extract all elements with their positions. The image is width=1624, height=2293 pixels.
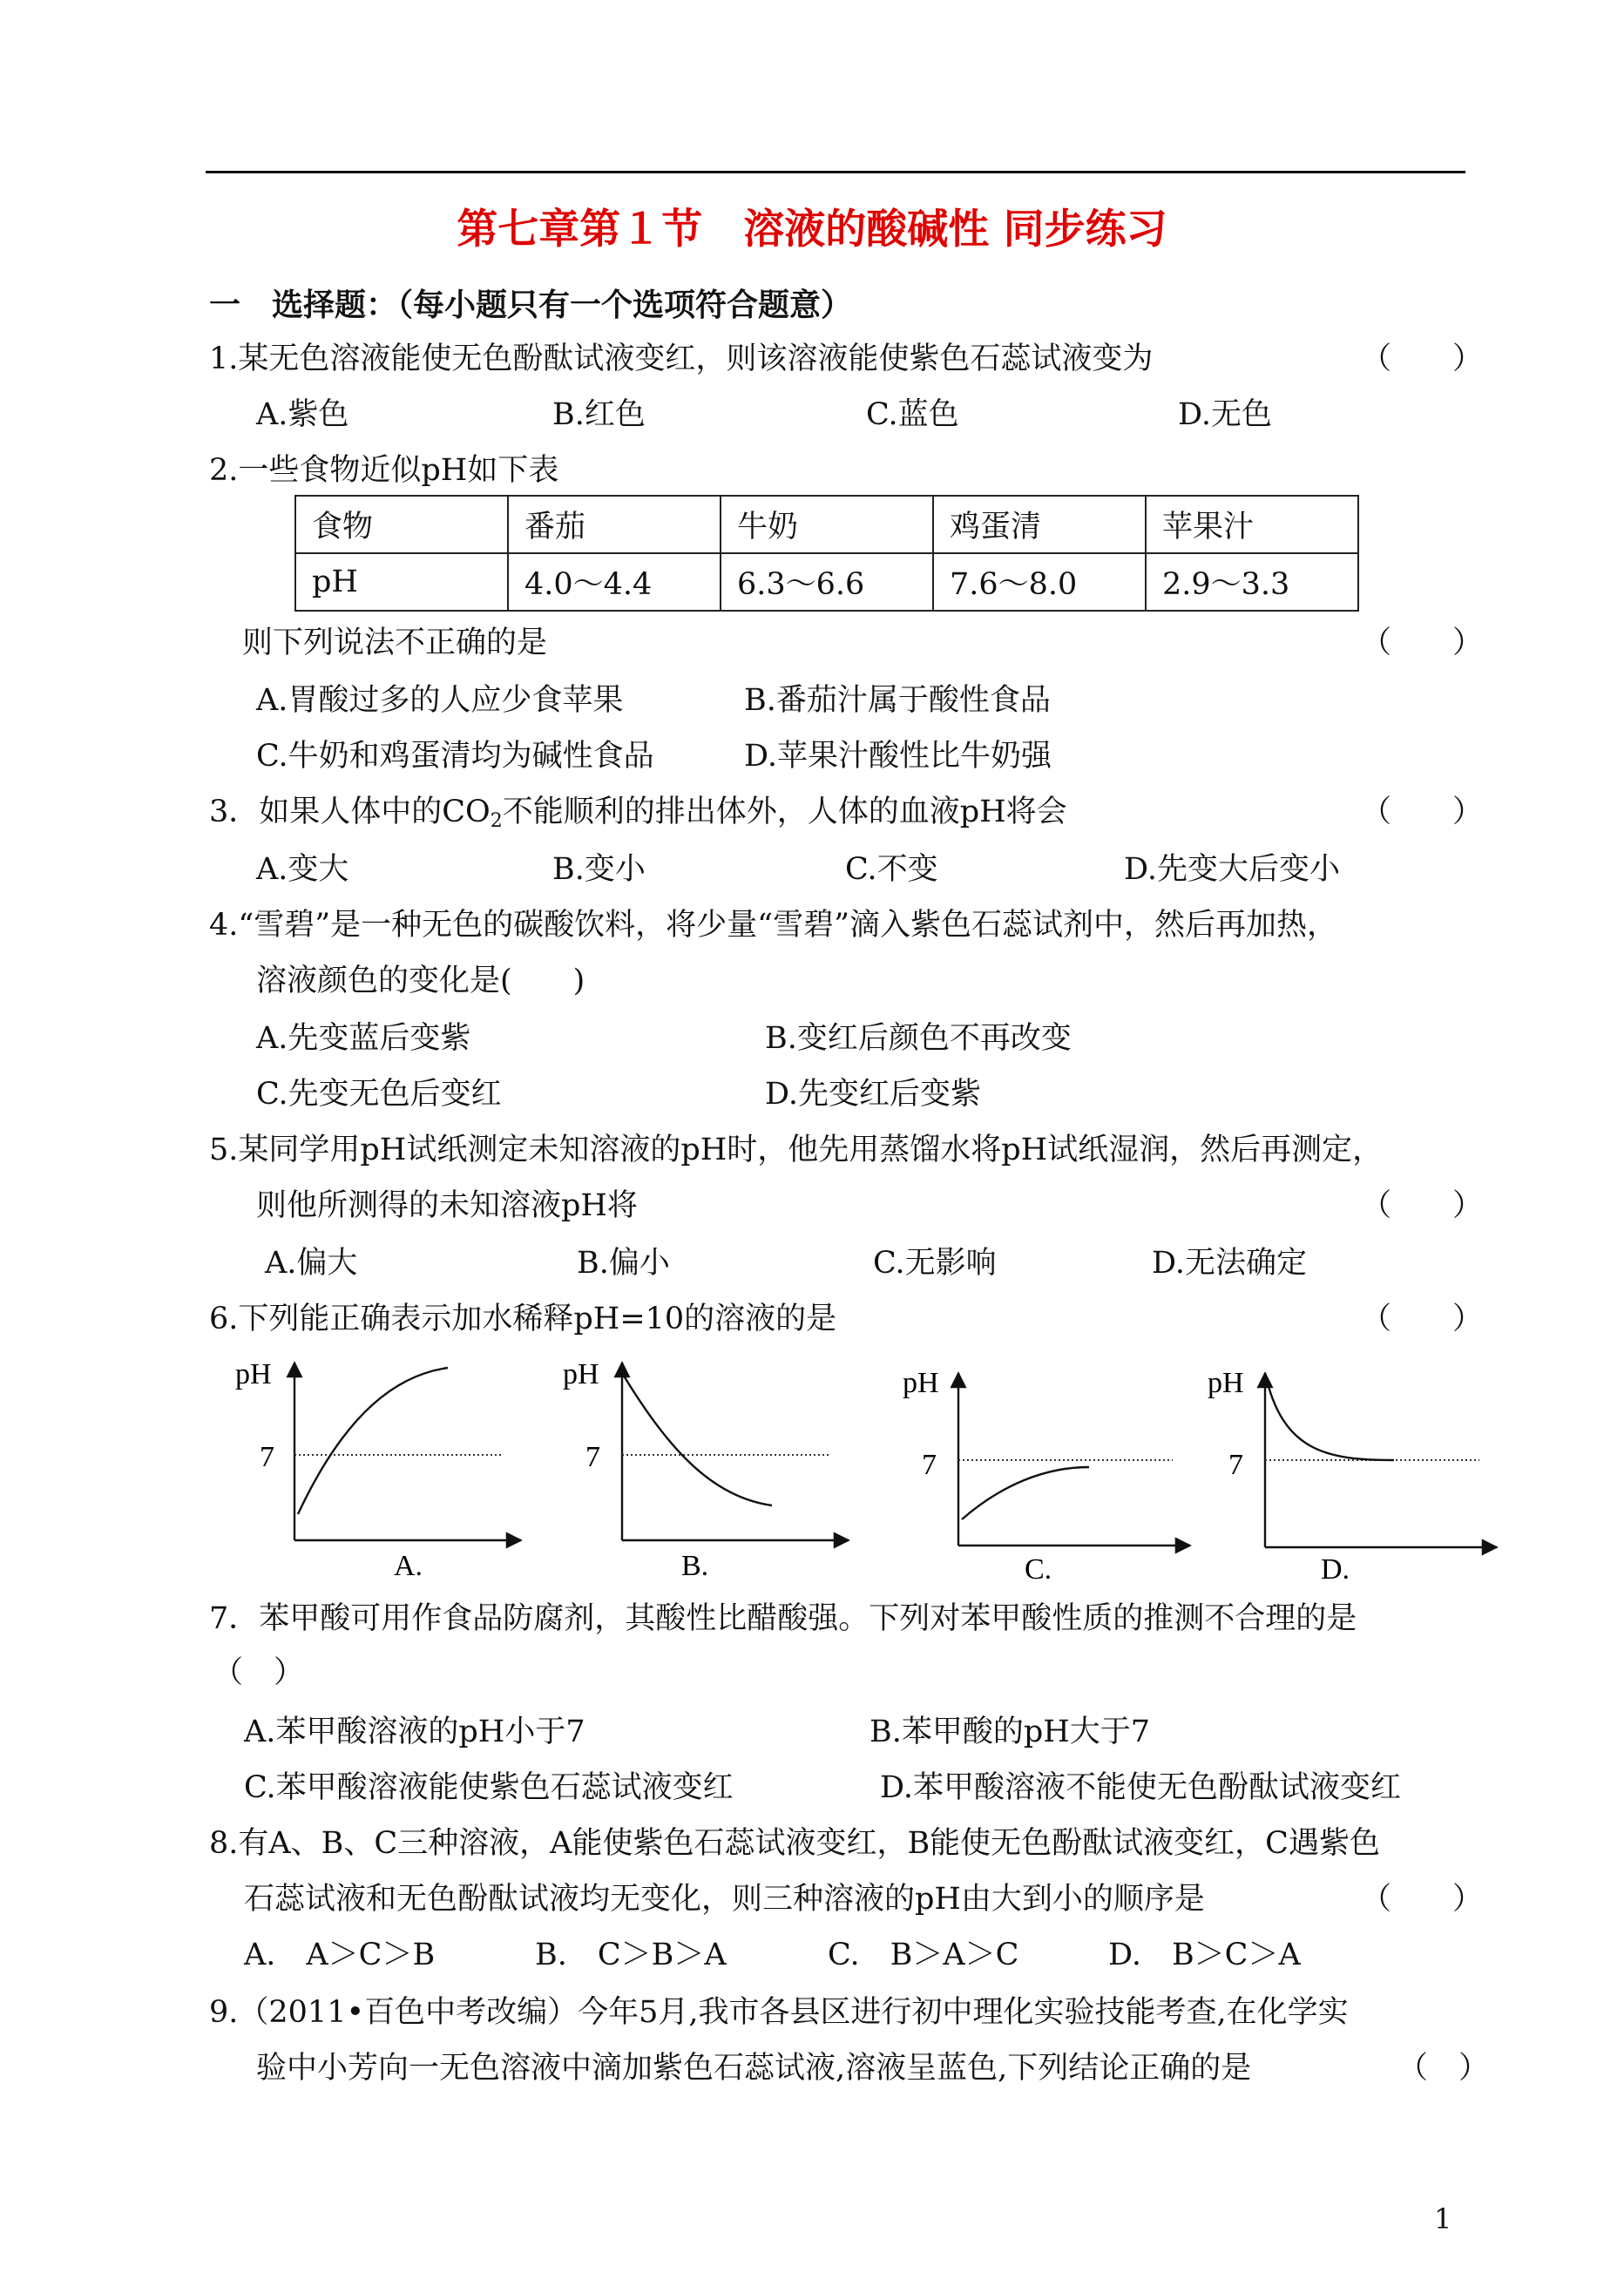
q2-question: 则下列说法不正确的是 — [242, 626, 548, 660]
section-heading: 一 选择题：（每小题只有一个选项符合题意） — [209, 287, 853, 323]
tick-label: 7 — [260, 1441, 274, 1473]
q1-option-c: C.蓝色 — [866, 397, 959, 432]
q2-option-a: A.胃酸过多的人应少食苹果 — [256, 683, 624, 718]
q5-answer-blank: （ ） — [1361, 1188, 1484, 1223]
q8-option-b: B. C＞B＞A — [535, 1938, 727, 1972]
q2-option-c: C.牛奶和鸡蛋清均为碱性食品 — [256, 739, 654, 774]
q4-option-a: A.先变蓝后变紫 — [256, 1021, 471, 1056]
chart-option-label: A. — [394, 1550, 423, 1582]
q8-answer-blank: （ ） — [1361, 1882, 1484, 1917]
q8-option-c: C. B＞A＞C — [828, 1938, 1019, 1972]
tick-label: 7 — [585, 1441, 600, 1473]
q3-stem — [209, 793, 1067, 841]
q9-stem-line2: 验中小芳向一无色溶液中滴加紫色石蕊试液,溶液呈蓝色,下列结论正确的是 — [256, 2051, 1252, 2086]
chart-option-label: C. — [1025, 1553, 1052, 1586]
q7-answer-blank: （ ） — [213, 1655, 305, 1690]
q2-option-b: B.番茄汁属于酸性食品 — [744, 683, 1051, 718]
table-row — [295, 496, 1358, 553]
q8-option-d: D. B＞C＞A — [1108, 1938, 1301, 1972]
q3-option-a: A.变大 — [256, 852, 349, 887]
food-ph-table — [294, 495, 1359, 612]
q1-option-a: A.紫色 — [256, 397, 349, 432]
chart-option-label: B. — [681, 1550, 709, 1582]
q3-option-c: C.不变 — [845, 852, 938, 887]
top-rule — [206, 171, 1465, 173]
q7-option-a: A.苯甲酸溶液的pH小于7 — [244, 1715, 585, 1749]
q5-option-c: C.无影响 — [873, 1246, 997, 1281]
q9-answer-blank: （ ） — [1397, 2051, 1490, 2086]
q5-stem-line2: 则他所测得的未知溶液pH将 — [256, 1188, 638, 1223]
table-cell: 4.0～4.4 — [508, 553, 721, 611]
q7-option-b: B.苯甲酸的pH大于7 — [870, 1715, 1151, 1749]
series-line — [962, 1467, 1089, 1519]
chart-option-label: D. — [1321, 1553, 1350, 1586]
q3-option-b: B.变小 — [552, 852, 646, 887]
q5-stem-line1: 5.某同学用pH试纸测定未知溶液的pH时，他先用蒸馏水将pH试纸湿润，然后再测定， — [209, 1133, 1384, 1167]
q7-stem: 7．苯甲酸可用作食品防腐剂，其酸性比醋酸强。下列对苯甲酸性质的推测不合理的是 — [209, 1601, 1357, 1636]
y-axis-label: pH — [1208, 1367, 1244, 1399]
q4-option-b: B.变红后颜色不再改变 — [765, 1021, 1072, 1056]
series-line — [622, 1373, 772, 1505]
q5-option-b: B.偏小 — [577, 1246, 670, 1281]
q1-option-b: B.红色 — [552, 397, 646, 432]
q2-stem: 2.一些食物近似pH如下表 — [209, 453, 559, 488]
q4-stem-line2: 溶液颜色的变化是( ) — [256, 964, 585, 998]
q7-option-c: C.苯甲酸溶液能使紫色石蕊试液变红 — [244, 1770, 734, 1805]
q9-stem-line1: 9.（2011•百色中考改编）今年5月,我市各县区进行初中理化实验技能考查,在化学实 — [209, 1995, 1349, 2030]
y-axis-label: pH — [903, 1367, 939, 1399]
tick-label: 7 — [1228, 1449, 1243, 1481]
table-cell: pH — [295, 553, 508, 611]
tick-label: 7 — [922, 1449, 937, 1481]
q5-option-d: D.无法确定 — [1152, 1246, 1307, 1281]
q3-subscript: 2 — [490, 810, 503, 832]
q1-answer-blank: （ ） — [1361, 342, 1484, 376]
series-line — [298, 1368, 448, 1514]
q8-stem-line1: 8.有A、B、C三种溶液，A能使紫色石蕊试液变红，B能使无色酚酞试液变红，C遇紫色 — [209, 1826, 1380, 1861]
y-axis-label: pH — [563, 1358, 599, 1390]
q4-option-c: C.先变无色后变红 — [256, 1077, 502, 1112]
table-cell: 食物 — [295, 496, 508, 553]
q6-answer-blank: （ ） — [1361, 1302, 1484, 1336]
q3-stem-part: 不能顺利的排出体外，人体的血液pH将会 — [502, 795, 1067, 829]
q2-answer-blank: （ ） — [1361, 626, 1484, 660]
q8-stem-line2: 石蕊试液和无色酚酞试液均无变化，则三种溶液的pH由大到小的顺序是 — [244, 1882, 1205, 1917]
q8-option-a: A. A＞C＞B — [244, 1938, 436, 1972]
q5-option-a: A.偏大 — [265, 1246, 358, 1281]
page-number: 1 — [1434, 2202, 1452, 2236]
y-axis-label: pH — [235, 1358, 272, 1390]
q3-option-d: D.先变大后变小 — [1124, 852, 1340, 887]
table-cell: 6.3～6.6 — [721, 553, 933, 611]
q4-option-d: D.先变红后变紫 — [765, 1077, 981, 1112]
q3-stem-part: 3．如果人体中的CO — [209, 795, 491, 829]
table-cell: 7.6～8.0 — [933, 553, 1146, 611]
table-cell: 牛奶 — [721, 496, 933, 553]
q7-option-d: D.苯甲酸溶液不能使无色酚酞试液变红 — [880, 1770, 1401, 1805]
table-cell: 鸡蛋清 — [933, 496, 1146, 553]
q6-stem: 6.下列能正确表示加水稀释pH=10的溶液的是 — [209, 1302, 837, 1336]
q4-stem-line1: 4.“雪碧”是一种无色的碳酸饮料，将少量“雪碧”滴入紫色石蕊试剂中，然后再加热， — [209, 908, 1337, 943]
q2-option-d: D.苹果汁酸性比牛奶强 — [744, 739, 1052, 774]
table-cell: 番茄 — [508, 496, 721, 553]
table-row — [295, 553, 1358, 611]
series-line — [1265, 1373, 1394, 1460]
table-cell: 苹果汁 — [1146, 496, 1358, 553]
q3-answer-blank: （ ） — [1361, 795, 1484, 829]
q1-option-d: D.无色 — [1178, 397, 1272, 432]
table-cell: 2.9～3.3 — [1146, 553, 1358, 611]
q6-charts — [0, 1342, 1624, 1603]
q1-stem: 1.某无色溶液能使无色酚酞试液变红，则该溶液能使紫色石蕊试液变为 — [209, 342, 1154, 376]
page-title: 第七章第１节 溶液的酸碱性 同步练习 — [457, 206, 1167, 254]
